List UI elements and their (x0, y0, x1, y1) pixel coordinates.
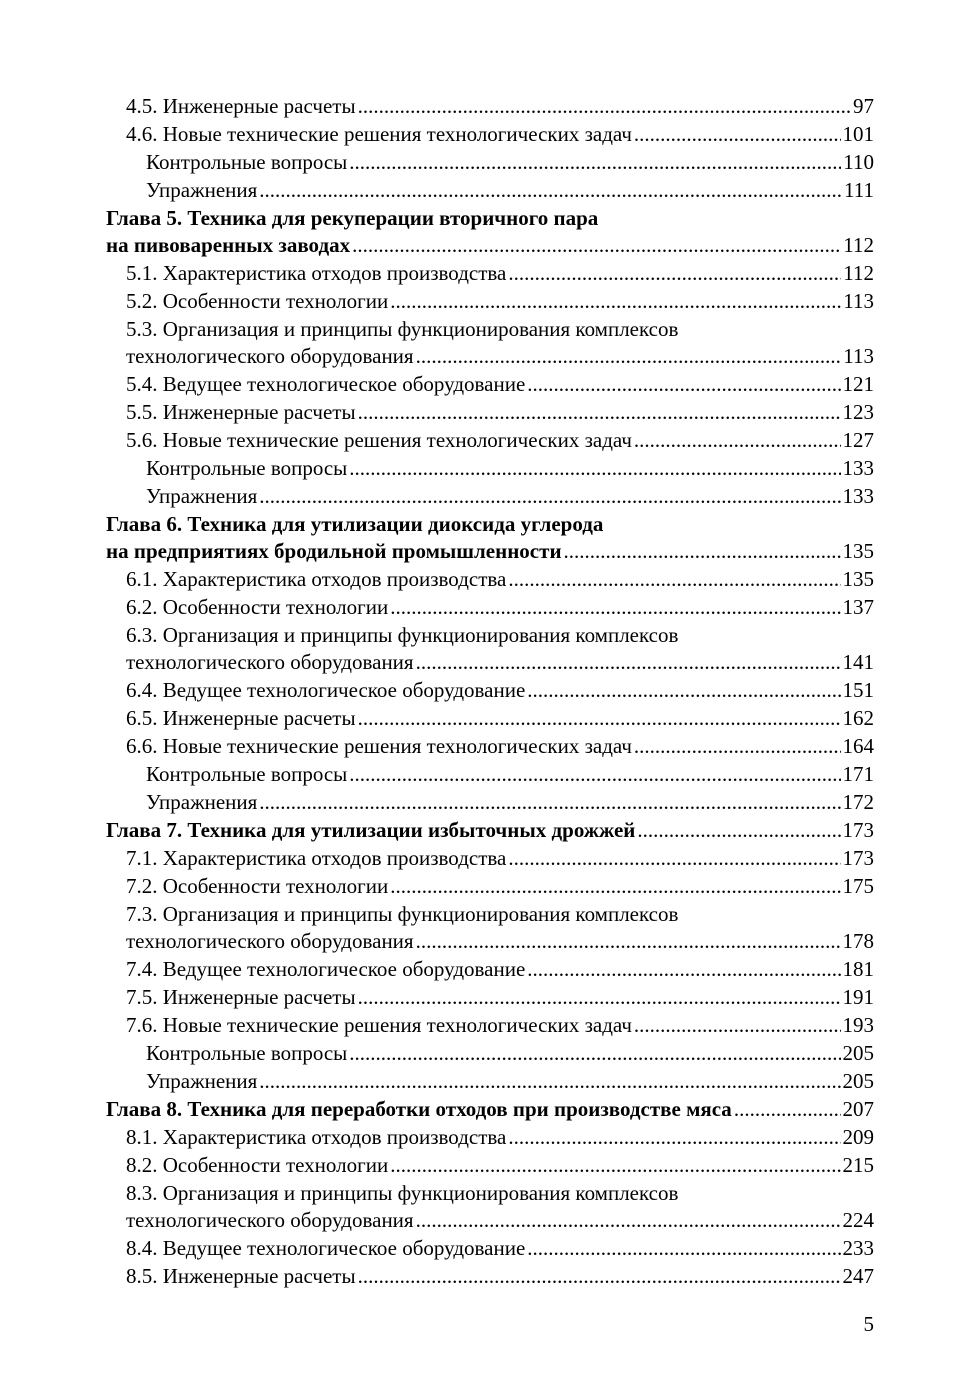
toc-entry-title: Глава 8. Техника для переработки отходов при производстве мяса (106, 1097, 732, 1121)
toc-entry-page: 215 (842, 1153, 874, 1177)
toc-entry-title-line1: 6.3. Организация и принципы функционирования комплексов (126, 623, 679, 647)
toc-entry-page: 113 (843, 344, 874, 368)
toc-entry-title: 5.4. Ведущее технологическое оборудование (126, 372, 526, 396)
page-number: 5 (863, 1312, 874, 1336)
dot-leader (527, 955, 840, 983)
toc-entry-title: технологического оборудования (126, 344, 414, 368)
toc-entry (106, 287, 874, 315)
toc-entry-line (126, 259, 874, 287)
toc-entry-title: 7.6. Новые технические решения технологических задач (126, 1013, 632, 1037)
dot-leader (508, 565, 840, 593)
toc-entry-title: 7.4. Ведущее технологическое оборудование (126, 957, 526, 981)
toc-entry-line (106, 537, 874, 565)
toc-entry-title: 6.6. Новые технические решения технологических задач (126, 734, 632, 758)
toc-entry-line (126, 1234, 874, 1262)
dot-leader (390, 872, 840, 900)
dot-leader (259, 176, 842, 204)
toc-entry (106, 621, 874, 676)
toc-entry (106, 148, 874, 176)
toc-entry-page: 141 (842, 650, 874, 674)
toc-entry-page: 111 (844, 178, 874, 202)
toc-entry-title: технологического оборудования (126, 650, 414, 674)
dot-leader (508, 259, 841, 287)
toc-entry (106, 454, 874, 482)
toc-entry-title: на предприятиях бродильной промышленности (106, 539, 562, 563)
toc-entry-title: технологического оборудования (126, 1208, 414, 1232)
toc-entry-page: 178 (842, 929, 874, 953)
dot-leader (634, 426, 841, 454)
toc-entry-page: 191 (842, 985, 874, 1009)
toc-entry-line (146, 454, 874, 482)
toc-entry-page: 181 (842, 957, 874, 981)
toc-entry-title: Упражнения (146, 178, 258, 202)
toc-chapter-entry (106, 510, 874, 565)
toc-entry-page: 209 (842, 1125, 874, 1149)
toc-entry-line (146, 760, 874, 788)
toc-entry-line (126, 983, 874, 1011)
toc-entry-title: 4.5. Инженерные расчеты (126, 94, 356, 118)
toc-entry (106, 760, 874, 788)
dot-leader (358, 704, 841, 732)
toc-entry-line (126, 676, 874, 704)
toc-entry-page: 113 (843, 289, 874, 313)
toc-entry-line (126, 1151, 874, 1179)
toc-entry-line (146, 148, 874, 176)
dot-leader (259, 482, 840, 510)
toc-entry-title: Упражнения (146, 790, 258, 814)
toc-entry-line (146, 482, 874, 510)
toc-entry (106, 259, 874, 287)
toc-entry-page: 110 (843, 150, 874, 174)
toc-entry-title: 4.6. Новые технические решения технологических задач (126, 122, 632, 146)
toc-entry-title: 6.2. Особенности технологии (126, 595, 389, 619)
dot-leader (358, 1262, 841, 1290)
dot-leader (416, 1206, 841, 1234)
toc-chapter-entry (106, 204, 874, 259)
dot-leader (349, 148, 841, 176)
toc-entry-page: 112 (843, 233, 874, 257)
toc-entry-title: Контрольные вопросы (146, 150, 348, 174)
toc-entry (106, 676, 874, 704)
dot-leader (634, 1011, 841, 1039)
toc-entry-line (126, 1011, 874, 1039)
toc-entry (106, 1067, 874, 1095)
toc-entry (106, 565, 874, 593)
toc-entry-title: 7.1. Характеристика отходов производства (126, 846, 507, 870)
toc-entry-page: 247 (842, 1264, 874, 1288)
toc-entry-line (126, 732, 874, 760)
toc-entry-title-line1: 5.3. Организация и принципы функционирования комплексов (126, 317, 679, 341)
toc-entry-line (126, 648, 874, 676)
toc-entry-line (126, 426, 874, 454)
toc-entry-line (126, 704, 874, 732)
toc-entry (106, 426, 874, 454)
toc-entry (106, 872, 874, 900)
toc-entry-page: 151 (842, 678, 874, 702)
toc-entry-page: 175 (842, 874, 874, 898)
toc-entry (106, 788, 874, 816)
toc-chapter-entry (106, 1095, 874, 1123)
toc-entry-title-line1: 7.3. Организация и принципы функционирования комплексов (126, 902, 679, 926)
toc-entry (106, 482, 874, 510)
toc-entry (106, 983, 874, 1011)
toc-entry-page: 121 (842, 372, 874, 396)
toc-entry-page: 173 (842, 846, 874, 870)
toc-entry-line (106, 231, 874, 259)
toc-entry-line (126, 844, 874, 872)
toc-entry-page: 172 (842, 790, 874, 814)
dot-leader (349, 760, 840, 788)
dot-leader (259, 1067, 840, 1095)
toc-entry-title: на пивоваренных заводах (106, 233, 351, 257)
toc-entry (106, 1262, 874, 1290)
toc-entry-line (126, 872, 874, 900)
dot-leader (416, 342, 842, 370)
toc-entry-title-line1: Глава 5. Техника для рекуперации вторичного пара (106, 206, 599, 230)
toc-entry-title: 8.4. Ведущее технологическое оборудование (126, 1236, 526, 1260)
toc-entry-line (126, 955, 874, 983)
dot-leader (390, 287, 841, 315)
toc-entry-line (126, 565, 874, 593)
toc-entry-title: Упражнения (146, 484, 258, 508)
dot-leader (349, 1039, 840, 1067)
dot-leader (416, 648, 841, 676)
toc-entry-page: 162 (842, 706, 874, 730)
toc-entry-title: 6.4. Ведущее технологическое оборудование (126, 678, 526, 702)
toc-entry-page: 224 (842, 1208, 874, 1232)
dot-leader (734, 1095, 841, 1123)
dot-leader (349, 454, 840, 482)
dot-leader (508, 1123, 840, 1151)
toc-entry-title: 5.6. Новые технические решения технологических задач (126, 428, 632, 452)
toc-entry-page: 97 (853, 94, 874, 118)
toc-entry-title: Контрольные вопросы (146, 762, 348, 786)
toc-entry (106, 1234, 874, 1262)
toc-entry-line (146, 176, 874, 204)
toc-entry-title: Упражнения (146, 1069, 258, 1093)
dot-leader (634, 732, 841, 760)
toc-entry-page: 171 (842, 762, 874, 786)
toc-entry-title: 8.1. Характеристика отходов производства (126, 1125, 507, 1149)
toc-entry (106, 1039, 874, 1067)
dot-leader (527, 676, 840, 704)
toc-entry-page: 112 (843, 261, 874, 285)
toc-entry-title: 6.5. Инженерные расчеты (126, 706, 356, 730)
toc-entry-line (126, 1123, 874, 1151)
dot-leader (416, 927, 841, 955)
dot-leader (564, 537, 841, 565)
dot-leader (390, 593, 840, 621)
toc-entry (106, 1179, 874, 1234)
toc-entry-line (126, 593, 874, 621)
toc-entry-title: 5.5. Инженерные расчеты (126, 400, 356, 424)
dot-leader (508, 844, 840, 872)
toc-entry-page: 133 (842, 484, 874, 508)
table-of-contents (106, 92, 874, 1290)
toc-entry (106, 120, 874, 148)
toc-entry-line (126, 287, 874, 315)
toc-entry (106, 593, 874, 621)
toc-entry-title-line1: 8.3. Организация и принципы функционирования комплексов (126, 1181, 679, 1205)
toc-entry-page: 173 (842, 818, 874, 842)
toc-entry (106, 398, 874, 426)
toc-entry-title: Контрольные вопросы (146, 1041, 348, 1065)
toc-entry-page: 193 (842, 1013, 874, 1037)
dot-leader (634, 120, 841, 148)
toc-chapter-entry (106, 816, 874, 844)
toc-entry-title: 5.1. Характеристика отходов производства (126, 261, 507, 285)
toc-entry-line (106, 1095, 874, 1123)
toc-entry-line (146, 788, 874, 816)
toc-entry-page: 135 (842, 567, 874, 591)
toc-entry-line (126, 398, 874, 426)
toc-entry-page: 207 (842, 1097, 874, 1121)
toc-entry (106, 844, 874, 872)
toc-entry (106, 955, 874, 983)
toc-entry-page: 164 (842, 734, 874, 758)
toc-entry (106, 370, 874, 398)
dot-leader (527, 1234, 840, 1262)
toc-entry-page: 205 (842, 1041, 874, 1065)
toc-entry (106, 732, 874, 760)
dot-leader (259, 788, 840, 816)
toc-entry-title: 7.5. Инженерные расчеты (126, 985, 356, 1009)
toc-entry (106, 1123, 874, 1151)
toc-entry-page: 123 (842, 400, 874, 424)
toc-entry-page: 101 (842, 122, 874, 146)
toc-entry-line (146, 1067, 874, 1095)
dot-leader (527, 370, 840, 398)
toc-entry-page: 135 (842, 539, 874, 563)
dot-leader (637, 816, 840, 844)
toc-entry-line (106, 816, 874, 844)
toc-entry-title: 7.2. Особенности технологии (126, 874, 389, 898)
toc-entry-line (126, 1262, 874, 1290)
toc-entry-line (126, 120, 874, 148)
toc-entry (106, 315, 874, 370)
toc-entry-title: 8.5. Инженерные расчеты (126, 1264, 356, 1288)
toc-entry (106, 1151, 874, 1179)
toc-entry (106, 704, 874, 732)
toc-entry (106, 900, 874, 955)
toc-entry-title: 8.2. Особенности технологии (126, 1153, 389, 1177)
toc-entry-line (126, 342, 874, 370)
toc-entry-line (126, 927, 874, 955)
toc-entry (106, 92, 874, 120)
toc-entry-line (146, 1039, 874, 1067)
toc-entry-line (126, 1206, 874, 1234)
toc-entry-page: 133 (842, 456, 874, 480)
toc-entry-title: Контрольные вопросы (146, 456, 348, 480)
dot-leader (352, 231, 841, 259)
toc-entry (106, 1011, 874, 1039)
toc-entry-page: 127 (842, 428, 874, 452)
toc-entry-title: 5.2. Особенности технологии (126, 289, 389, 313)
toc-entry-title: 6.1. Характеристика отходов производства (126, 567, 507, 591)
dot-leader (390, 1151, 840, 1179)
dot-leader (358, 92, 851, 120)
toc-entry-page: 233 (842, 1236, 874, 1260)
dot-leader (358, 983, 841, 1011)
toc-entry-page: 137 (842, 595, 874, 619)
toc-entry-title: технологического оборудования (126, 929, 414, 953)
toc-entry-title: Глава 7. Техника для утилизации избыточных дрожжей (106, 818, 636, 842)
toc-entry-title-line1: Глава 6. Техника для утилизации диоксида углерода (106, 512, 604, 536)
toc-entry-line (126, 92, 874, 120)
dot-leader (358, 398, 841, 426)
toc-entry (106, 176, 874, 204)
toc-entry-page: 205 (842, 1069, 874, 1093)
toc-entry-line (126, 370, 874, 398)
